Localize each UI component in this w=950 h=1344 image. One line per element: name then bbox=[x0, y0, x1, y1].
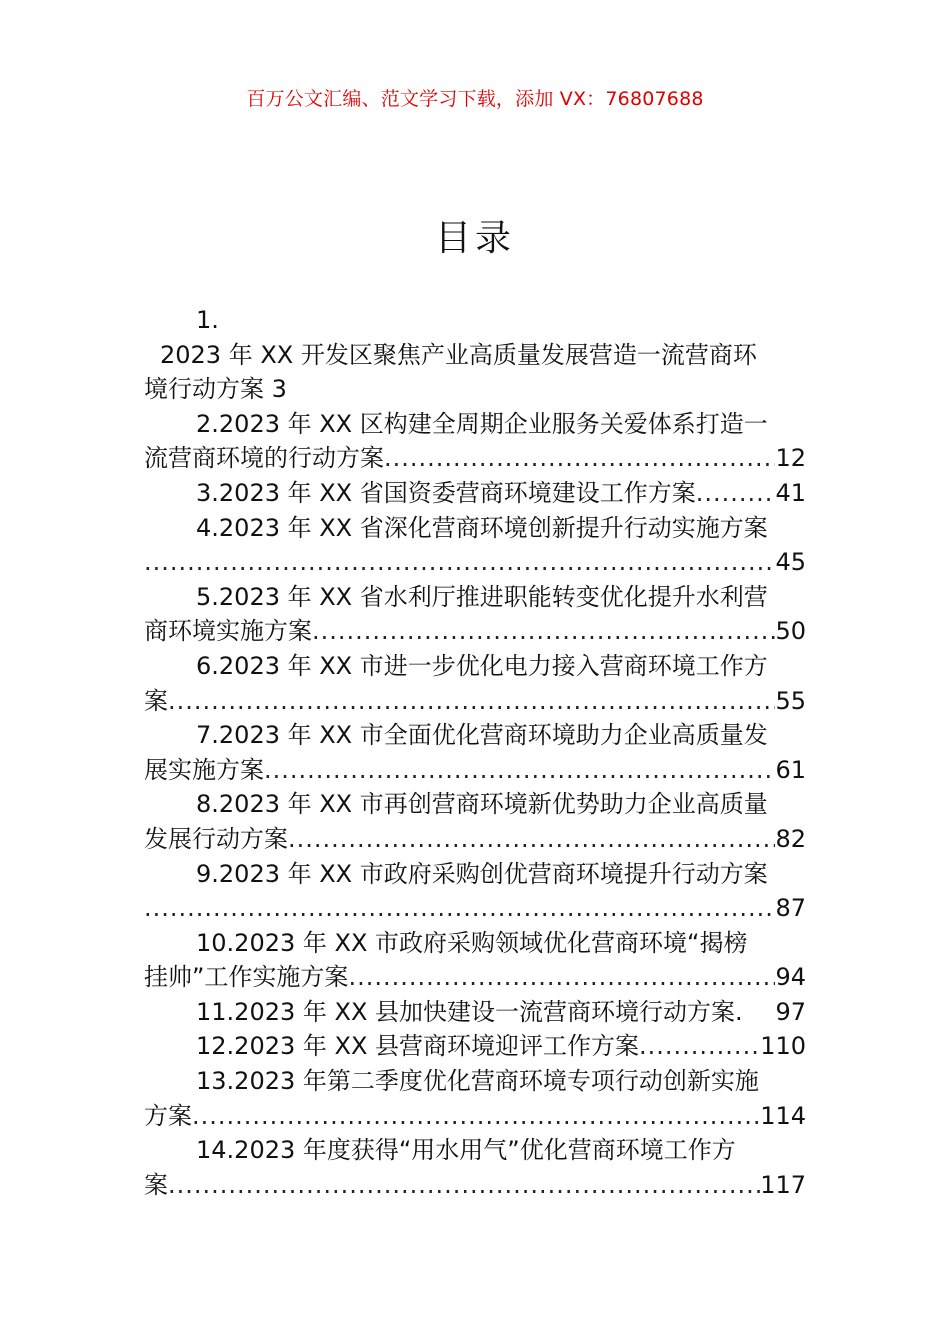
toc-entry-leader-row bbox=[144, 476, 806, 511]
dot-leader bbox=[168, 684, 775, 719]
toc-entry-12[interactable] bbox=[144, 1029, 806, 1064]
toc-entry-page: 61 bbox=[775, 755, 806, 784]
toc-entry-title-line bbox=[144, 372, 806, 407]
toc-entry-10[interactable] bbox=[144, 926, 806, 995]
toc-entry-title-tail: 展实施方案 bbox=[144, 755, 264, 784]
dot-leader bbox=[696, 476, 776, 511]
toc-entry-leader-row bbox=[144, 822, 806, 857]
toc-entry-page: 94 bbox=[775, 963, 806, 992]
toc-entry-leader-row bbox=[144, 545, 806, 580]
dot-leader bbox=[384, 441, 775, 476]
toc-entry-title-line: 6.2023 年 XX 市进一步优化电力接入营商环境工作方 bbox=[196, 651, 768, 680]
toc-entry-page: 82 bbox=[775, 824, 806, 853]
toc-entry-title-line: 11.2023 年 XX 县加快建设一流营商环境行动方案. bbox=[196, 997, 743, 1026]
toc-entry-title-tail: 发展行动方案 bbox=[144, 824, 288, 853]
toc-entry-leader-row bbox=[144, 614, 806, 649]
toc-entry-3[interactable] bbox=[144, 476, 806, 511]
toc-entry-page: 41 bbox=[775, 478, 806, 507]
toc-entry-6[interactable] bbox=[144, 649, 806, 718]
toc-entry-page: 12 bbox=[775, 444, 806, 473]
toc-entry-leader-row bbox=[144, 960, 806, 995]
toc-entry-leader-row bbox=[144, 1168, 806, 1203]
toc-entry-page: 87 bbox=[775, 894, 806, 923]
toc-entry-leader-row bbox=[144, 1099, 806, 1134]
dot-leader bbox=[348, 960, 775, 995]
toc-entry-13[interactable] bbox=[144, 1064, 806, 1133]
toc-entry-2[interactable] bbox=[144, 407, 806, 476]
toc-entry-leader-row bbox=[144, 995, 806, 1030]
dot-leader bbox=[192, 1099, 760, 1134]
toc-entry-title-tail: 案 bbox=[144, 1170, 168, 1199]
dot-leader bbox=[312, 614, 775, 649]
toc-entry-title-line: 5.2023 年 XX 省水利厅推进职能转变优化提升水利营 bbox=[196, 582, 768, 611]
toc-entry-title-line: 9.2023 年 XX 市政府采购创优营商环境提升行动方案 bbox=[196, 859, 768, 888]
toc-entry-title-tail: 流营商环境的行动方案 bbox=[144, 444, 384, 473]
toc-entry-title-line: 8.2023 年 XX 市再创营商环境新优势助力企业高质量 bbox=[196, 790, 768, 819]
toc-entry-title-line: 13.2023 年第二季度优化营商环境专项行动创新实施 bbox=[196, 1067, 759, 1096]
toc-entry-page: 97 bbox=[775, 997, 806, 1026]
toc-entry-title-tail: 案 bbox=[144, 686, 168, 715]
toc-entry-page: 110 bbox=[760, 1032, 806, 1061]
toc-entry-title-line: 3.2023 年 XX 省国资委营商环境建设工作方案 bbox=[196, 478, 696, 507]
toc-entry-title-tail: 挂帅”工作实施方案 bbox=[144, 963, 349, 992]
toc-entry-leader-row bbox=[144, 753, 806, 788]
dot-leader bbox=[168, 1168, 760, 1203]
dot-leader bbox=[288, 822, 775, 857]
toc-title: 目录 bbox=[434, 218, 515, 259]
toc-entry-page: 114 bbox=[760, 1101, 806, 1130]
header-note: 百万公文汇编、范文学习下载，添加 VX：76807688 bbox=[246, 88, 704, 110]
toc-entry-title-line: 12.2023 年 XX 县营商环境迎评工作方案 bbox=[196, 1032, 640, 1061]
dot-leader bbox=[639, 1029, 760, 1064]
toc-entry-14[interactable] bbox=[144, 1133, 806, 1202]
toc-entry-leader-row bbox=[144, 891, 806, 926]
toc-entry-page: 55 bbox=[775, 686, 806, 715]
toc-entry-title-line: 10.2023 年 XX 市政府采购领域优化营商环境“揭榜 bbox=[196, 928, 748, 957]
toc-entry-4[interactable] bbox=[144, 511, 806, 580]
toc-entry-8[interactable] bbox=[144, 787, 806, 856]
dot-leader bbox=[144, 545, 775, 580]
toc-entry-title-tail: 方案 bbox=[144, 1101, 192, 1130]
toc-entry-page: 117 bbox=[760, 1170, 806, 1199]
dot-leader bbox=[144, 891, 775, 926]
toc-entry-leader-row bbox=[144, 1029, 806, 1064]
toc-list bbox=[144, 303, 806, 1202]
toc-entry-leader-row bbox=[144, 684, 806, 719]
toc-entry-title-tail: 境行动方案 bbox=[144, 375, 264, 404]
toc-entry-11[interactable] bbox=[144, 995, 806, 1030]
toc-entry-title-tail: 商环境实施方案 bbox=[144, 617, 312, 646]
toc-entry-title-line: 7.2023 年 XX 市全面优化营商环境助力企业高质量发 bbox=[196, 721, 768, 750]
toc-entry-9[interactable] bbox=[144, 857, 806, 926]
toc-entry-page: 3 bbox=[271, 375, 287, 404]
toc-entry-title-line: 4.2023 年 XX 省深化营商环境创新提升行动实施方案 bbox=[196, 513, 768, 542]
toc-entry-page: 45 bbox=[775, 548, 806, 577]
toc-entry-7[interactable] bbox=[144, 718, 806, 787]
dot-leader bbox=[264, 753, 775, 788]
toc-entry-1[interactable] bbox=[144, 303, 806, 407]
toc-entry-page: 50 bbox=[775, 617, 806, 646]
toc-entry-title-line: 14.2023 年度获得“用水用气”优化营商环境工作方 bbox=[196, 1136, 736, 1165]
toc-entry-leader-row bbox=[144, 441, 806, 476]
toc-entry-number: 1. bbox=[196, 306, 219, 334]
toc-entry-title-line: 2.2023 年 XX 区构建全周期企业服务关爱体系打造一 bbox=[196, 409, 768, 438]
toc-entry-title-line: 2023 年 XX 开发区聚焦产业高质量发展营造一流营商环 bbox=[160, 340, 757, 369]
toc-entry-5[interactable] bbox=[144, 580, 806, 649]
